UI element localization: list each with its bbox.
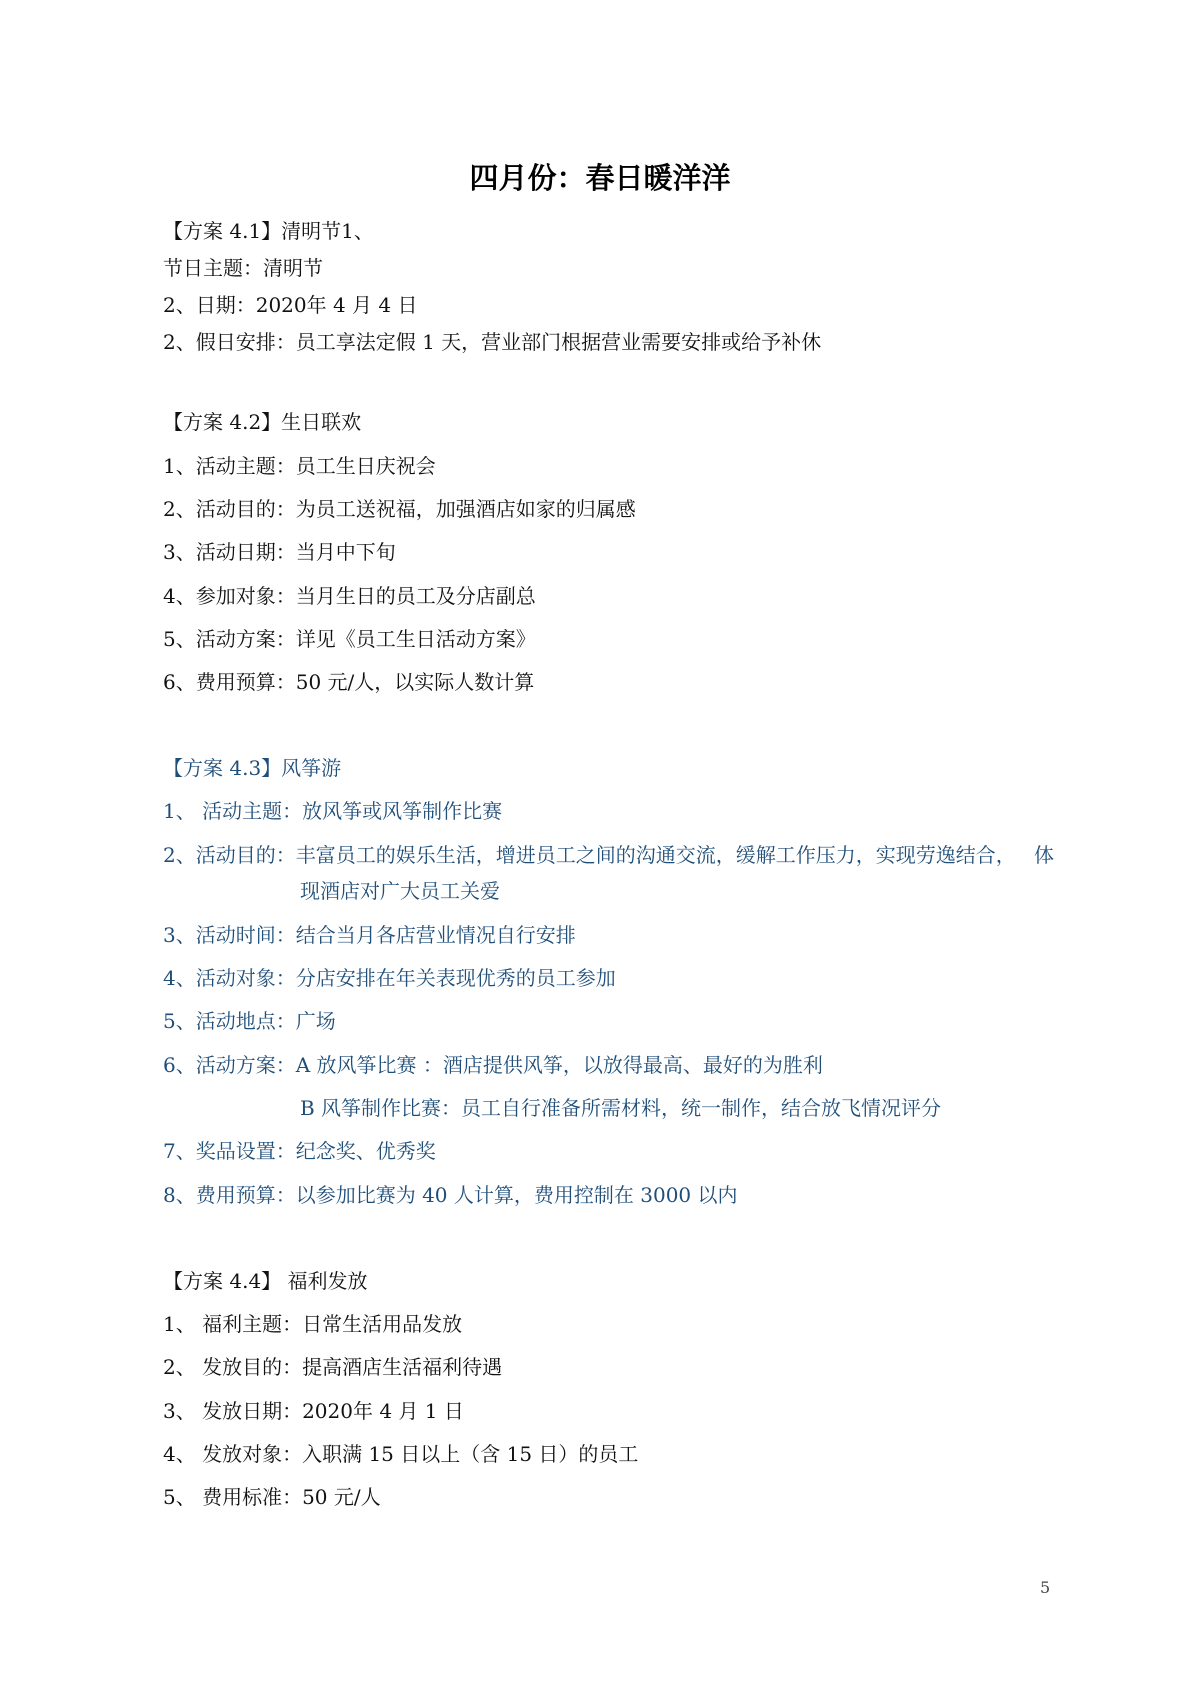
section-4-3-line: 3、活动时间：结合当月各店营业情况自行安排 <box>163 923 576 947</box>
section-heading-4-4: 【方案 4.4】 福利发放 <box>163 1269 368 1293</box>
section-4-4-line: 5、 费用标准：50 元/人 <box>163 1485 381 1509</box>
section-4-3-line-fragment: 体 <box>1034 843 1054 867</box>
section-heading-4-2: 【方案 4.2】生日联欢 <box>163 410 362 434</box>
section-4-4-line: 1、 福利主题：日常生活用品发放 <box>163 1312 463 1336</box>
page-number: 5 <box>1040 1578 1051 1597</box>
section-4-3-line: 4、活动对象：分店安排在年关表现优秀的员工参加 <box>163 966 616 990</box>
section-4-2-line: 2、活动目的：为员工送祝福，加强酒店如家的归属感 <box>163 497 636 521</box>
section-4-3-line: 5、活动地点：广场 <box>163 1009 336 1033</box>
page-title: 四月份：春日暖洋洋 <box>469 161 731 195</box>
section-4-3-line: 7、奖品设置：纪念奖、优秀奖 <box>163 1139 436 1163</box>
section-4-3-line-continuation: B 风筝制作比赛：员工自行准备所需材料，统一制作，结合放飞情况评分 <box>300 1096 942 1120</box>
section-heading-4-1: 【方案 4.1】清明节1、 <box>163 219 374 243</box>
section-4-2-line: 1、活动主题：员工生日庆祝会 <box>163 454 436 478</box>
section-4-1-line: 2、日期：2020年 4 月 4 日 <box>163 293 418 317</box>
section-4-2-line: 5、活动方案：详见《员工生日活动方案》 <box>163 627 536 651</box>
section-4-1-line: 节日主题：清明节 <box>163 256 323 280</box>
section-4-3-line: 1、 活动主题：放风筝或风筝制作比赛 <box>163 799 503 823</box>
section-4-2-line: 4、参加对象：当月生日的员工及分店副总 <box>163 584 536 608</box>
section-heading-4-3: 【方案 4.3】风筝游 <box>163 756 342 780</box>
section-4-2-line: 3、活动日期：当月中下旬 <box>163 540 396 564</box>
section-4-1-line: 2、假日安排：员工享法定假 1 天，营业部门根据营业需要安排或给予补休 <box>163 330 822 354</box>
section-4-4-line: 4、 发放对象：入职满 15 日以上（含 15 日）的员工 <box>163 1442 639 1466</box>
section-4-3-line: 8、费用预算：以参加比赛为 40 人计算，费用控制在 3000 以内 <box>163 1183 738 1207</box>
section-4-4-line: 2、 发放目的：提高酒店生活福利待遇 <box>163 1355 503 1379</box>
section-4-3-line: 2、活动目的：丰富员工的娱乐生活，增进员工之间的沟通交流，缓解工作压力，实现劳逸结合， <box>163 843 1016 867</box>
section-4-3-line-continuation: 现酒店对广大员工关爱 <box>300 879 500 903</box>
section-4-2-line: 6、费用预算：50 元/人，以实际人数计算 <box>163 670 535 694</box>
section-4-3-line: 6、活动方案：A 放风筝比赛 ：酒店提供风筝，以放得最高、最好的为胜利 <box>163 1053 823 1077</box>
section-4-4-line: 3、 发放日期：2020年 4 月 1 日 <box>163 1399 464 1423</box>
